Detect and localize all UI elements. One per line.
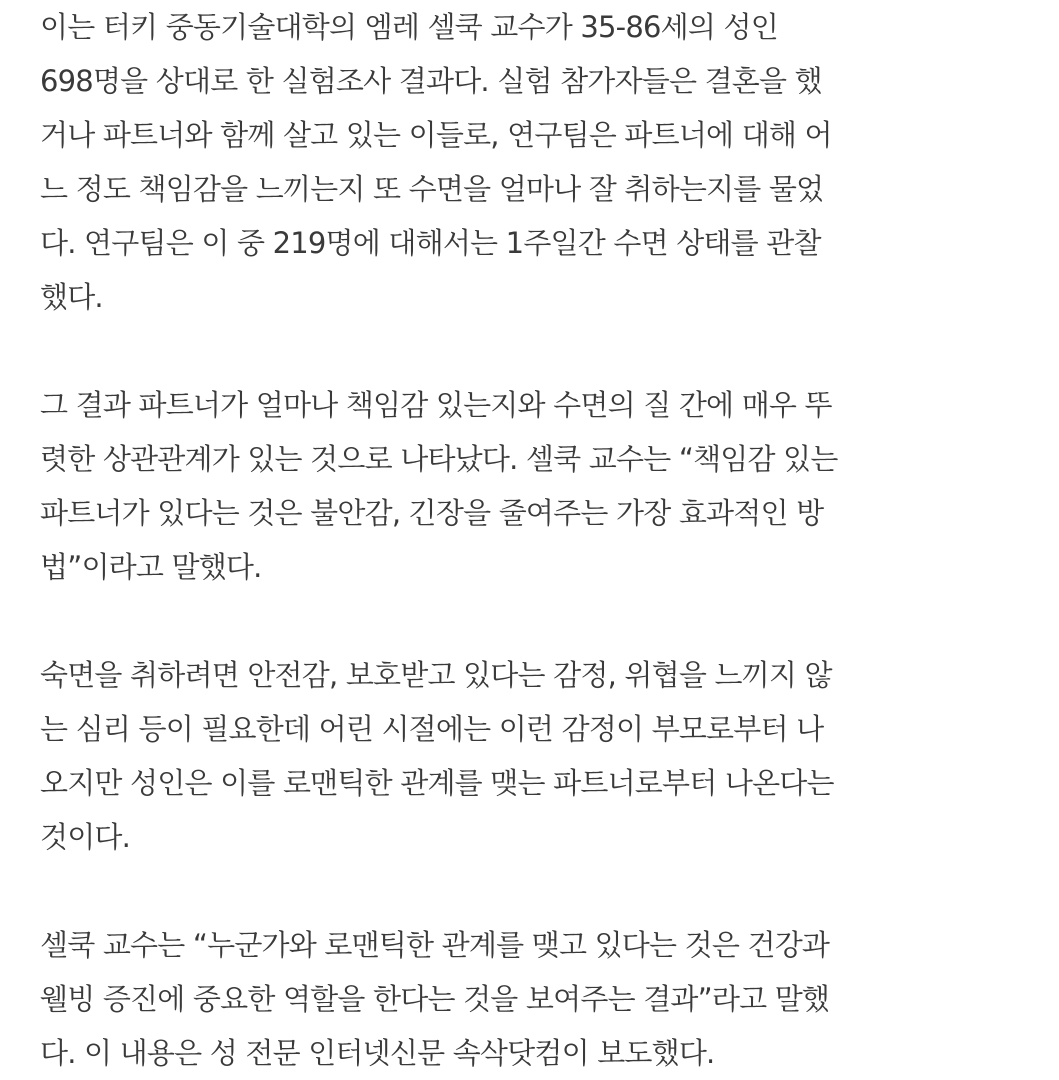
paragraph-4 xyxy=(40,918,1040,1080)
text-line: 698명을 상대로 한 실험조사 결과다. 실험 참가자들은 결혼을 했 xyxy=(40,64,822,98)
text-line: 법”이라고 말했다. xyxy=(40,550,262,584)
paragraph-3 xyxy=(40,648,1040,864)
text-line: 숙면을 취하려면 안전감, 보호받고 있다는 감정, 위협을 느끼지 않 xyxy=(40,658,832,692)
paragraph-2 xyxy=(40,378,1040,594)
text-line: 셀쿡 교수는 “누군가와 로맨틱한 관계를 맺고 있다는 것은 건강과 xyxy=(40,928,830,962)
text-line: 는 심리 등이 필요한데 어린 시절에는 이런 감정이 부모로부터 나 xyxy=(40,712,824,746)
article-body xyxy=(40,0,1040,1080)
text-line: 이는 터키 중동기술대학의 엠레 셀쿡 교수가 35-86세의 성인 xyxy=(40,10,778,44)
text-line: 것이다. xyxy=(40,820,131,854)
paragraph-spacer xyxy=(40,594,1040,648)
text-line: 거나 파트너와 함께 살고 있는 이들로, 연구팀은 파트너에 대해 어 xyxy=(40,118,832,152)
paragraph-spacer xyxy=(40,864,1040,918)
text-line: 그 결과 파트너가 얼마나 책임감 있는지와 수면의 질 간에 매우 뚜 xyxy=(40,388,832,422)
text-line: 느 정도 책임감을 느끼는지 또 수면을 얼마나 잘 취하는지를 물었 xyxy=(40,172,824,206)
text-line: 웰빙 증진에 중요한 역할을 한다는 것을 보여주는 결과”라고 말했 xyxy=(40,982,830,1016)
paragraph-spacer xyxy=(40,324,1040,378)
text-line: 다. 연구팀은 이 중 219명에 대해서는 1주일간 수면 상태를 관찰 xyxy=(40,226,821,260)
text-line: 오지만 성인은 이를 로맨틱한 관계를 맺는 파트너로부터 나온다는 xyxy=(40,766,834,800)
text-line: 파트너가 있다는 것은 불안감, 긴장을 줄여주는 가장 효과적인 방 xyxy=(40,496,824,530)
paragraph-1 xyxy=(40,0,1040,324)
text-line: 렷한 상관관계가 있는 것으로 나타났다. 셀쿡 교수는 “책임감 있는 xyxy=(40,442,838,476)
text-line: 다. 이 내용은 성 전문 인터넷신문 속삭닷컴이 보도했다. xyxy=(40,1036,715,1070)
text-line: 했다. xyxy=(40,280,103,314)
